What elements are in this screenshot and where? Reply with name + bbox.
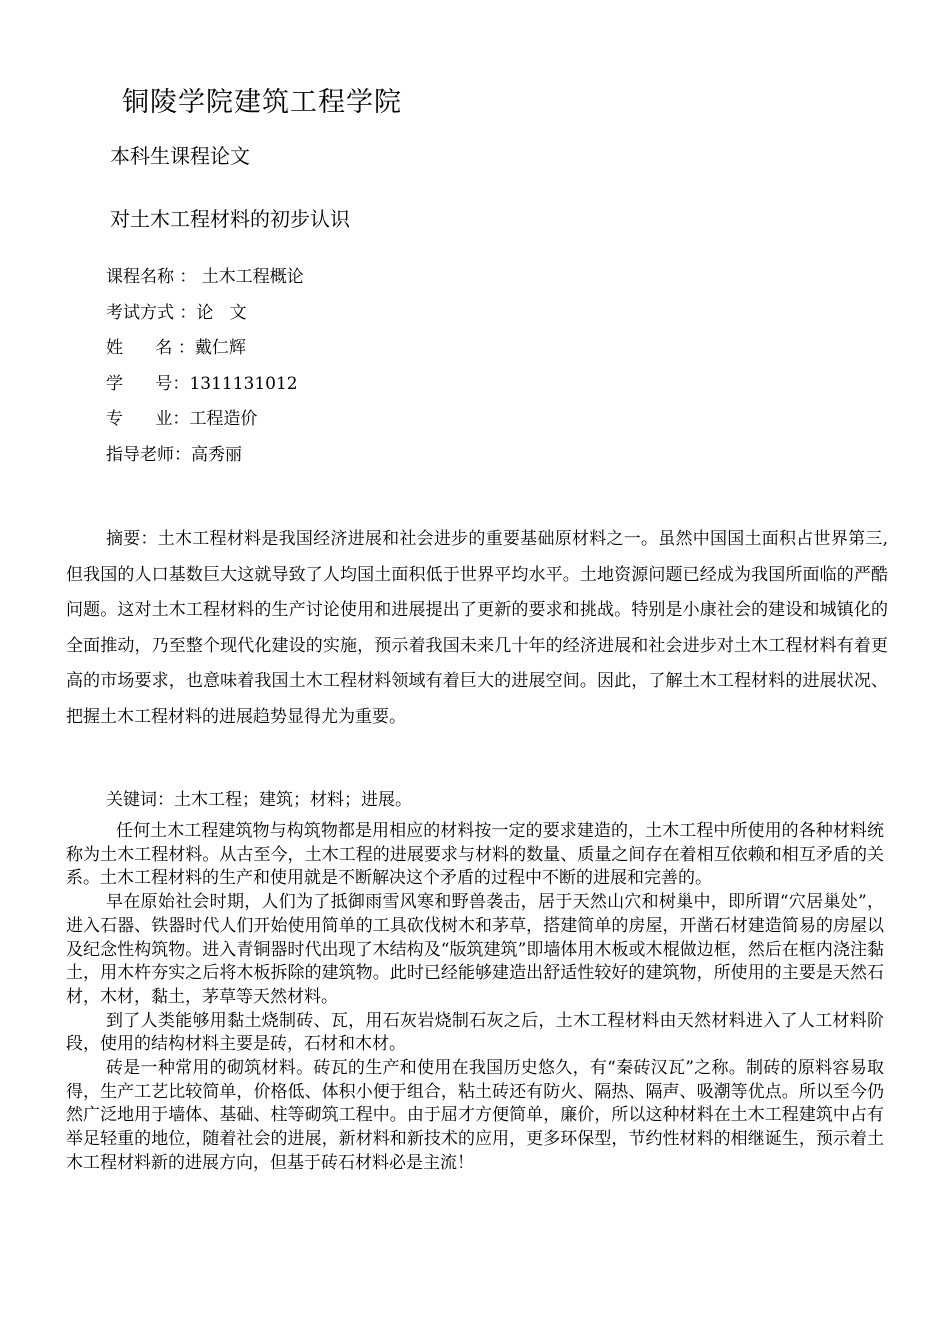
info-row-major xyxy=(106,402,706,438)
info-value: 土木工程概论 xyxy=(196,267,304,287)
paper-title: 对土木工程材料的初步认识 xyxy=(110,207,350,231)
info-label: 考试方式 ： xyxy=(106,302,197,323)
info-value: 高秀丽 xyxy=(191,444,242,465)
info-value: 戴仁辉 xyxy=(194,338,246,358)
info-block xyxy=(106,260,706,473)
info-row-name xyxy=(106,331,706,367)
school-name: 铜陵学院建筑工程学院 xyxy=(122,87,402,118)
abstract-text: 摘要：土木工程材料是我国经济进展和社会进步的重要基础原材料之一。虽然中国国土面积占世界第三,但我国的人口基数巨大这就导致了人均国土面积低于世界平均水平。土地资源问题已经成为我国所面临的严酷问题。这对土木工程材料的生产讨论使用和进展提出了更新的要求和挑战。特别是小康社会的建设和城镇化的全面推动，乃至整个现代化建设的实施，预示着我国未来几十年的经济进展和社会进步对土木工程材料有着更高的市场要求，也意味着我国土木工程材料领域有着巨大的进展空间。因此，了解土木工程材料的进展状况、把握土木工程材料的进展趋势显得尤为重要。 xyxy=(66,529,888,727)
info-label: 学 号： xyxy=(106,373,190,394)
body-paragraph: 砖是一种常用的砌筑材料。砖瓦的生产和使用在我国历史悠久，有“秦砖汉瓦”之称。制砖的原料容易取得，生产工艺比较简单，价格低、体积小便于组合，粘土砖还有防火、隔热、隔声、吸潮等优点。所以至今仍然广泛地用于墙体、基础、柱等砌筑工程中。由于屈才方便简单，廉价，所以这种材料在土木工程建筑中占有举足轻重的地位，随着社会的进展，新材料和新技术的应用，更多环保型，节约性材料的相继诞生，预示着土木工程材料新的进展方向，但基于砖石材料必是主流！ xyxy=(66,1058,884,1173)
info-label: 课程名称 ： xyxy=(106,267,197,287)
keywords-line: 关键词：土木工程；建筑；材料；进展。 xyxy=(106,790,412,810)
info-label: 指导老师： xyxy=(106,444,191,465)
body-text xyxy=(66,820,884,1176)
info-label: 姓 名 ： xyxy=(106,338,195,358)
body-paragraph: 任何土木工程建筑物与构筑物都是用相应的材料按一定的要求建造的，土木工程中所使用的各种材料统称为土木工程材料。从古至今，土木工程的进展要求与材料的数量、质量之间存在着相互依赖和相互矛盾的关系。土木工程材料的生产和使用就是不断解决这个矛盾的过程中不断的进展和完善的。 xyxy=(66,821,884,889)
body-paragraph: 到了人类能够用黏土烧制砖、瓦，用石灰岩烧制石灰之后，土木工程材料由天然材料进入了人工材料阶段，使用的结构材料主要是砖，石材和木材。 xyxy=(66,1010,884,1055)
info-row-student-id xyxy=(106,367,706,403)
info-label: 专 业： xyxy=(106,409,190,429)
info-row-advisor xyxy=(106,438,706,474)
body-paragraph: 早在原始社会时期，人们为了抵御雨雪风寒和野兽袭击，居于天然山穴和树巢中，即所谓“穴居巢处”，进入石器、铁器时代人们开始使用简单的工具砍伐树木和茅草，搭建简单的房屋，开凿石材建造简易的房屋以及纪念性构筑物。进入青铜器时代出现了木结构及“版筑建筑”即墙体用木板或木棍做边框，然后在框内浇注黏土，用木杵夯实之后将木板拆除的建筑物。此时已经能够建造出舒适性较好的建筑物，所使用的主要是天然石材，木材，黏土，茅草等天然材料。 xyxy=(66,892,884,1007)
abstract-section xyxy=(66,522,888,735)
info-row-course xyxy=(106,260,706,296)
info-row-exam xyxy=(106,296,706,332)
document-type: 本科生课程论文 xyxy=(110,144,250,168)
info-value: 论 文 xyxy=(196,302,247,323)
info-value: 1311131012 xyxy=(189,373,298,394)
info-value: 工程造价 xyxy=(189,409,258,429)
